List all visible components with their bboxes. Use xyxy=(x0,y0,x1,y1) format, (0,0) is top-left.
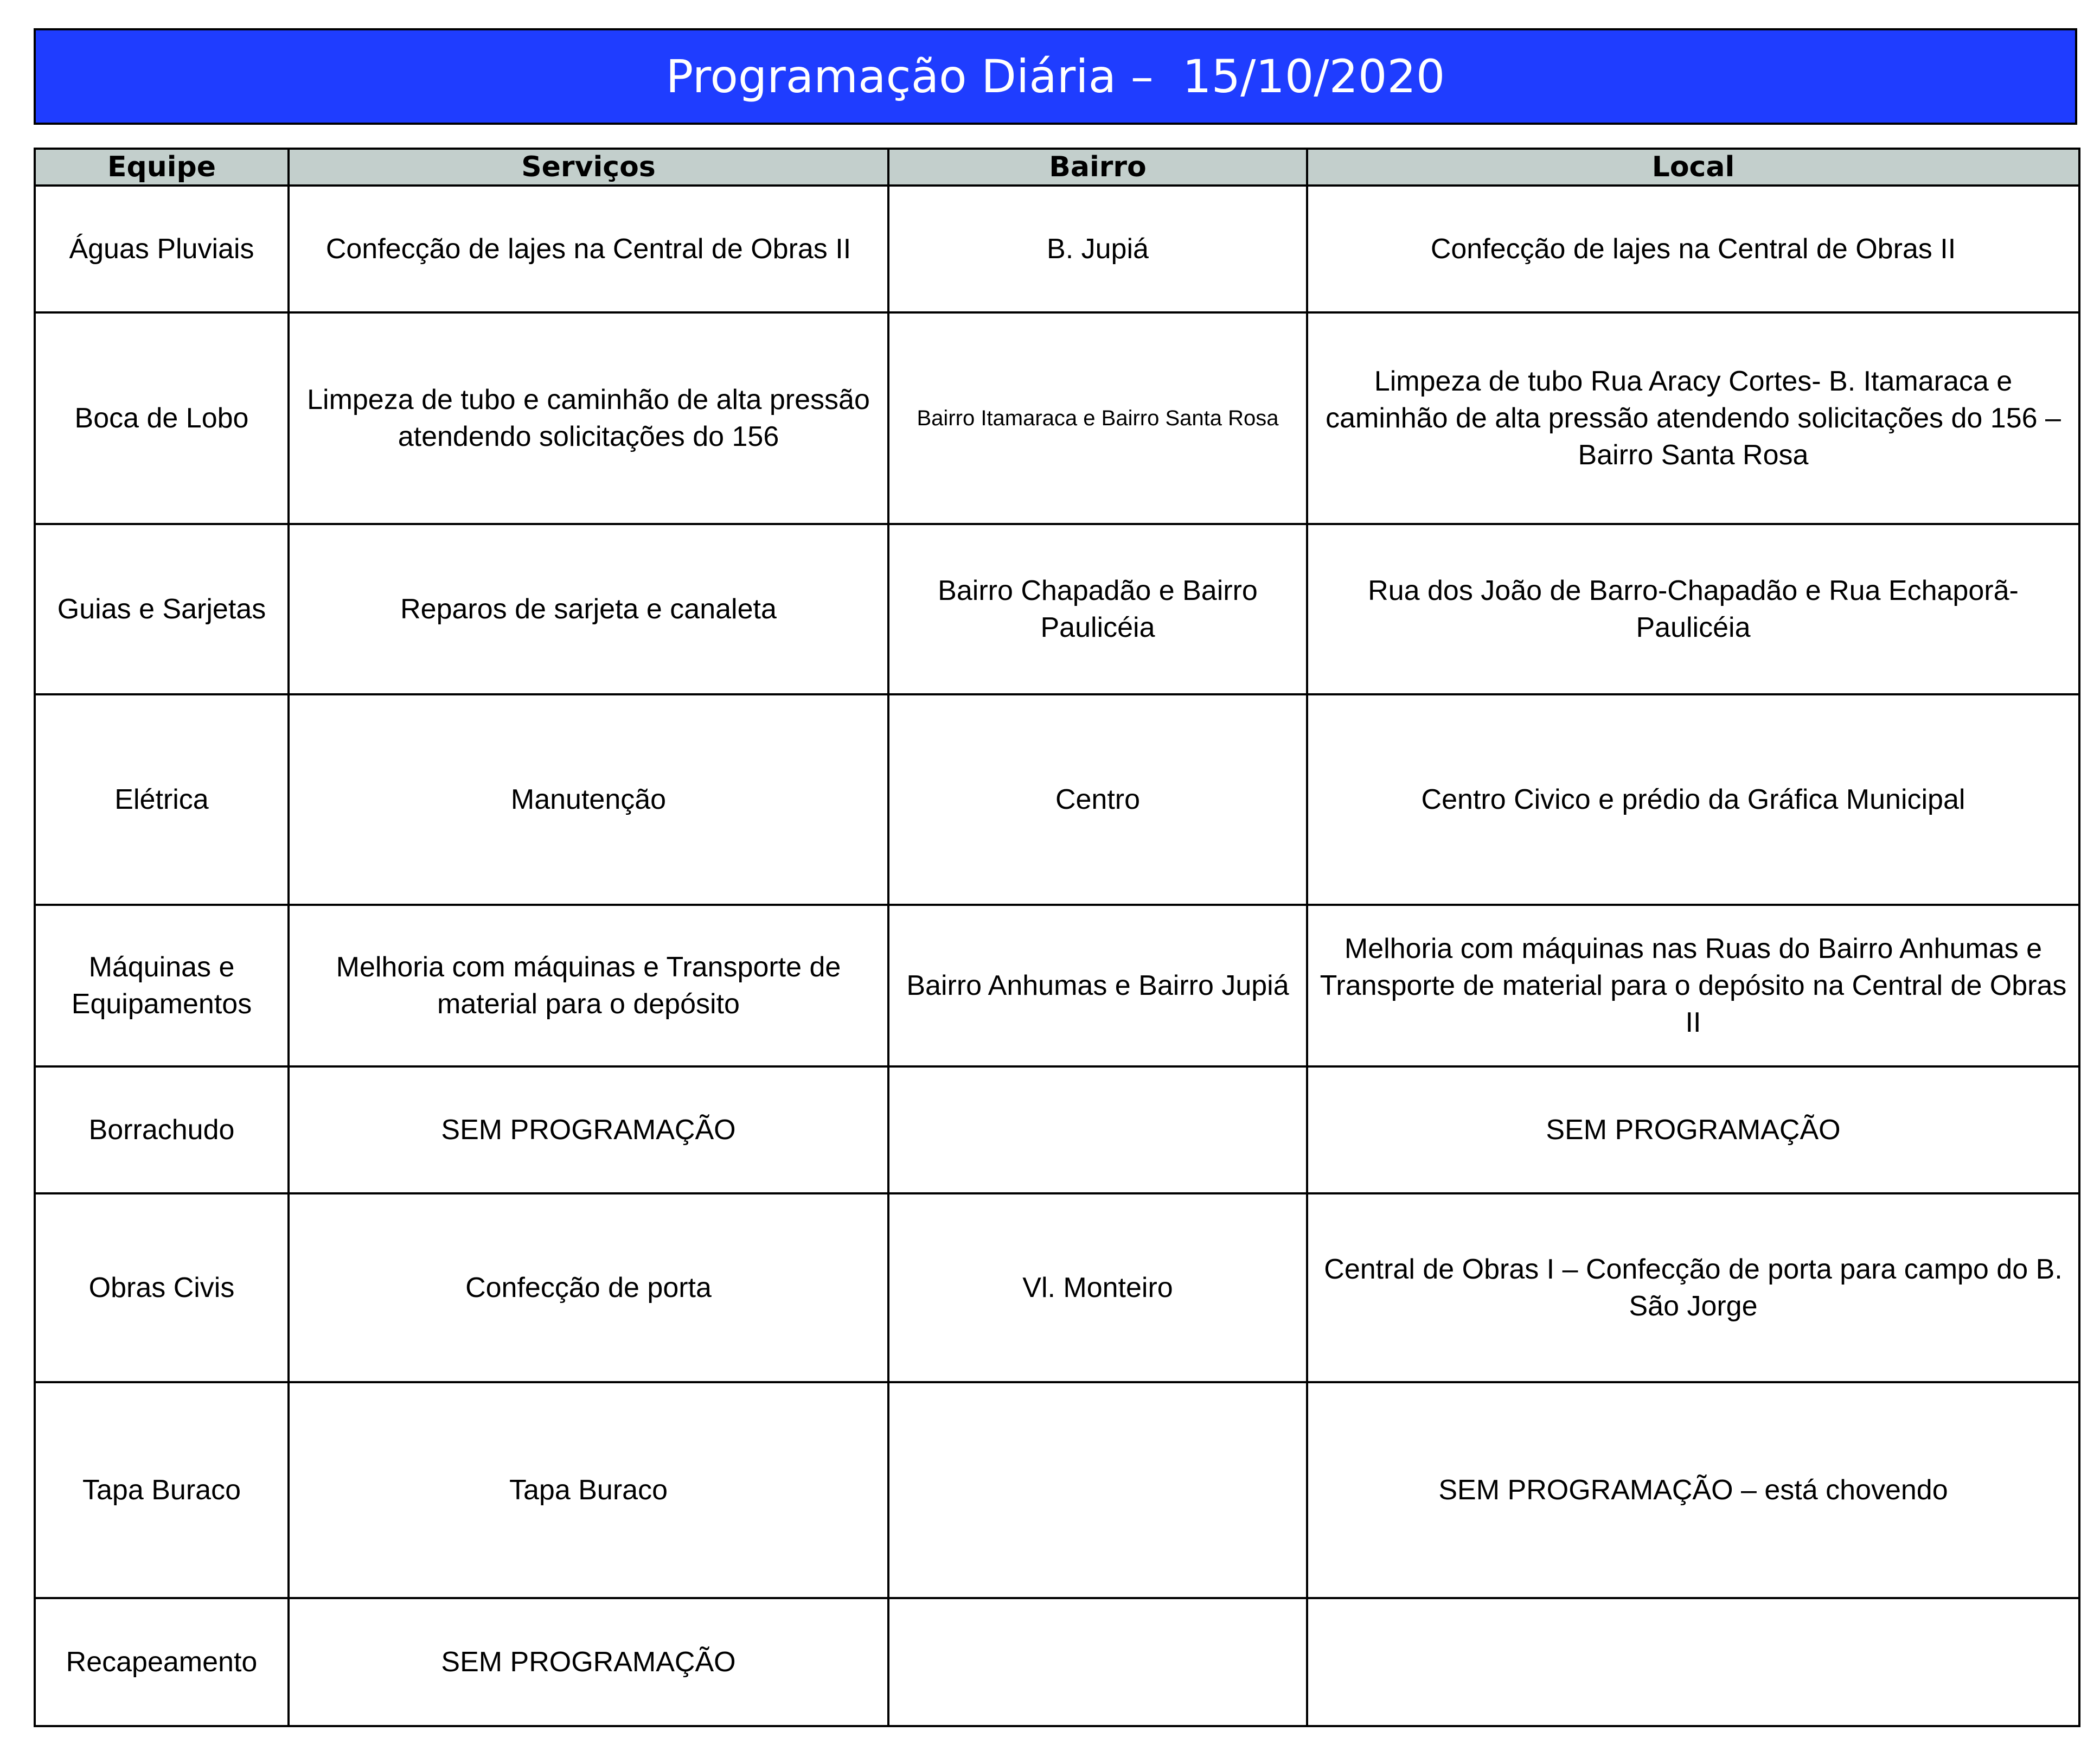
header-equipe: Equipe xyxy=(35,149,289,186)
header-servicos: Serviços xyxy=(289,149,888,186)
cell-servicos: Confecção de lajes na Central de Obras II xyxy=(289,186,888,312)
cell-equipe: Águas Pluviais xyxy=(35,186,289,312)
table-row xyxy=(35,694,2079,905)
cell-local: Central de Obras I – Confecção de porta para campo do B. São Jorge xyxy=(1307,1193,2079,1382)
cell-equipe: Máquinas e Equipamentos xyxy=(35,905,289,1066)
cell-local xyxy=(1307,1598,2079,1726)
cell-equipe: Tapa Buraco xyxy=(35,1382,289,1598)
schedule-table xyxy=(34,148,2080,1727)
cell-local: SEM PROGRAMAÇÃO – está chovendo xyxy=(1307,1382,2079,1598)
cell-equipe: Guias e Sarjetas xyxy=(35,524,289,694)
cell-bairro xyxy=(888,1066,1307,1193)
title-banner xyxy=(34,28,2077,125)
header-local: Local xyxy=(1307,149,2079,186)
cell-equipe: Recapeamento xyxy=(35,1598,289,1726)
table-row xyxy=(35,1066,2079,1193)
table-row xyxy=(35,312,2079,524)
cell-servicos: Reparos de sarjeta e canaleta xyxy=(289,524,888,694)
page-title: Programação Diária – 15/10/2020 xyxy=(665,50,1445,103)
cell-local: Rua dos João de Barro-Chapadão e Rua Echaporã-Paulicéia xyxy=(1307,524,2079,694)
cell-servicos: SEM PROGRAMAÇÃO xyxy=(289,1066,888,1193)
cell-local: Limpeza de tubo Rua Aracy Cortes- B. Itamaraca e caminhão de alta pressão atendendo solicitações do 156 – Bairro Santa Rosa xyxy=(1307,312,2079,524)
cell-servicos: Confecção de porta xyxy=(289,1193,888,1382)
cell-local: SEM PROGRAMAÇÃO xyxy=(1307,1066,2079,1193)
table-row xyxy=(35,186,2079,312)
cell-bairro xyxy=(888,1598,1307,1726)
table-row xyxy=(35,524,2079,694)
header-bairro: Bairro xyxy=(888,149,1307,186)
cell-local: Confecção de lajes na Central de Obras II xyxy=(1307,186,2079,312)
cell-servicos: Melhoria com máquinas e Transporte de material para o depósito xyxy=(289,905,888,1066)
cell-local: Centro Civico e prédio da Gráfica Municipal xyxy=(1307,694,2079,905)
table-row xyxy=(35,1382,2079,1598)
cell-bairro: Bairro Anhumas e Bairro Jupiá xyxy=(888,905,1307,1066)
table-row xyxy=(35,1193,2079,1382)
cell-servicos: Limpeza de tubo e caminhão de alta pressão atendendo solicitações do 156 xyxy=(289,312,888,524)
cell-bairro: Vl. Monteiro xyxy=(888,1193,1307,1382)
header-row xyxy=(35,149,2079,186)
cell-servicos: Tapa Buraco xyxy=(289,1382,888,1598)
cell-equipe: Obras Civis xyxy=(35,1193,289,1382)
cell-equipe: Borrachudo xyxy=(35,1066,289,1193)
cell-bairro: Bairro Chapadão e Bairro Paulicéia xyxy=(888,524,1307,694)
table-row xyxy=(35,905,2079,1066)
cell-equipe: Elétrica xyxy=(35,694,289,905)
cell-servicos: SEM PROGRAMAÇÃO xyxy=(289,1598,888,1726)
cell-equipe: Boca de Lobo xyxy=(35,312,289,524)
cell-bairro: B. Jupiá xyxy=(888,186,1307,312)
table-row xyxy=(35,1598,2079,1726)
cell-bairro: Bairro Itamaraca e Bairro Santa Rosa xyxy=(888,312,1307,524)
cell-local: Melhoria com máquinas nas Ruas do Bairro Anhumas e Transporte de material para o depósito na Central de Obras II xyxy=(1307,905,2079,1066)
cell-bairro: Centro xyxy=(888,694,1307,905)
cell-bairro xyxy=(888,1382,1307,1598)
cell-servicos: Manutenção xyxy=(289,694,888,905)
